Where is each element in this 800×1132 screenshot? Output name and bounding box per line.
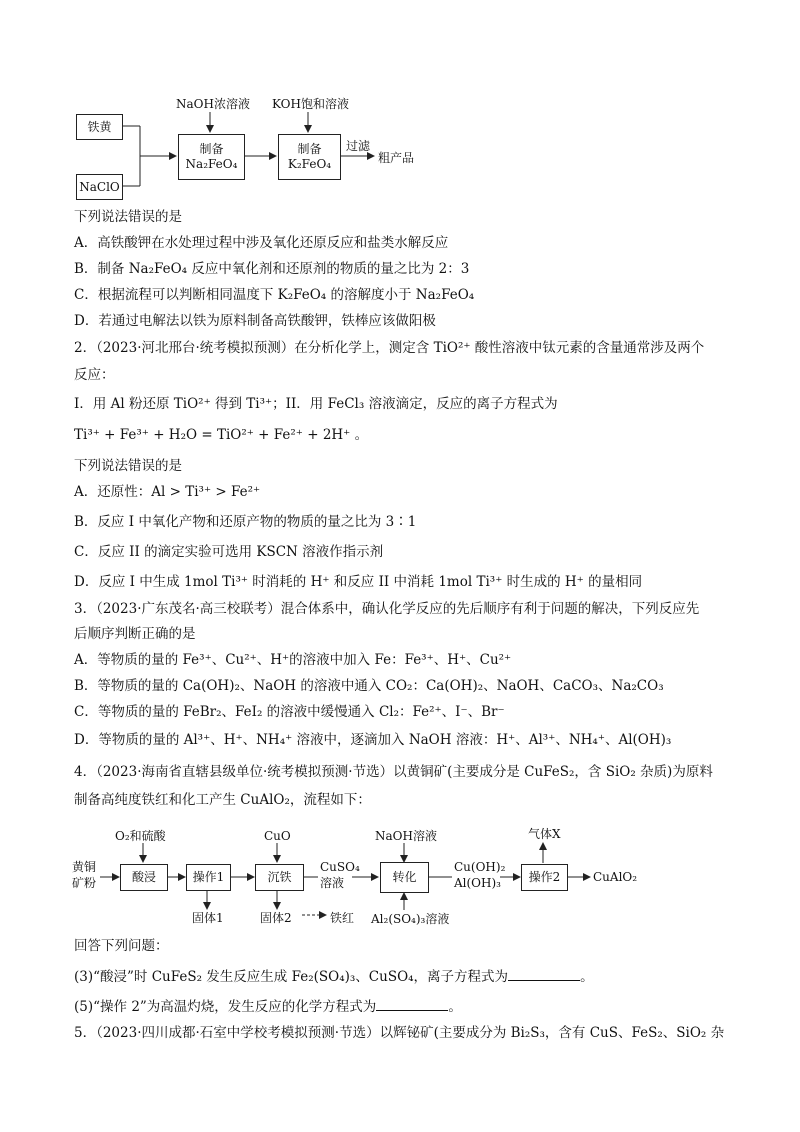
reagent-naoh: NaOH溶液 (375, 829, 437, 843)
iron-red-label: 铁红 (330, 911, 355, 925)
q2-option-c: C．反应 II 的滴定实验可选用 KSCN 溶液作指示剂 (74, 544, 384, 560)
q2-line1: 2．（2023·河北邢台·统考模拟预测）在分析化学上，测定含 TiO²⁺ 酸性溶液中钛元素的含量通常涉及两个 (74, 340, 705, 356)
q1-option-b: B．制备 Na₂FeO₄ 反应中氧化剂和还原剂的物质的量之比为 2：3 (74, 261, 470, 277)
q4-sub3-answer-blank[interactable] (508, 966, 580, 981)
q3-option-d: D．等物质的量的 Al³⁺、H⁺、NH₄⁺ 溶液中，逐滴加入 NaOH 溶液：H⁺、Al³⁺、NH₄⁺、Al(OH)₃ (74, 732, 672, 748)
cuso4-line2: 溶液 (320, 876, 345, 890)
q3-line2: 后顺序判断正确的是 (74, 626, 196, 642)
q4-sub5-answer-blank[interactable] (376, 996, 448, 1011)
start-material-line1: 黄铜 (72, 860, 97, 874)
box-naclo-label: NaClO (79, 179, 120, 194)
q4-sub5 (74, 996, 462, 1016)
reagent-naoh-label: NaOH浓溶液 (176, 97, 250, 111)
q4-prompt: 回答下列问题： (74, 938, 169, 954)
box-make-na2feo4-line1: 制备 (199, 142, 224, 156)
q1-option-c: C．根据流程可以判断相同温度下 K₂FeO₄ 的溶解度小于 Na₂FeO₄ (74, 287, 475, 303)
q1-option-a: A．高铁酸钾在水处理过程中涉及氧化还原反应和盐类水解反应 (74, 235, 449, 251)
q1-option-d: D．若通过电解法以铁为原料制备高铁酸钾，铁棒应该做阳极 (74, 313, 436, 329)
box-conversion (380, 862, 429, 893)
q2-stem: 下列说法错误的是 (74, 458, 182, 474)
q4-sub3-end: 。 (580, 969, 594, 985)
box-tiehuang-label: 铁黄 (87, 119, 112, 134)
box-iron-precipitation-label: 沉铁 (267, 870, 292, 884)
box-operation-1-label: 操作1 (192, 870, 225, 884)
q3-option-c: C．等物质的量的 FeBr₂、FeI₂ 的溶液中缓慢通入 Cl₂：Fe²⁺、I⁻、Br⁻ (74, 704, 505, 720)
reagent-al2so43: Al₂(SO₄)₃溶液 (371, 912, 450, 926)
box-operation-1 (186, 864, 231, 891)
q4-sub5-end: 。 (448, 999, 462, 1015)
final-product-label: CuAlO₂ (593, 870, 638, 884)
box-operation-2-label: 操作2 (528, 870, 561, 884)
box-operation-2 (521, 864, 568, 891)
q1-stem: 下列说法错误的是 (74, 209, 182, 225)
solid-2-label: 固体2 (260, 911, 292, 925)
q4-sub3-text: (3)“酸浸”时 CuFeS₂ 发生反应生成 Fe₂(SO₄)₃、CuSO₄，离子方程式为 (74, 969, 509, 985)
product-aloh3: Al(OH)₃ (454, 876, 501, 890)
box-make-k2feo4-line2: K₂FeO₄ (287, 157, 332, 171)
box-make-k2feo4-line1: 制备 (297, 142, 322, 156)
solid-1-label: 固体1 (192, 911, 224, 925)
box-make-na2feo4-line2: Na₂FeO₄ (185, 157, 238, 171)
crude-product-label: 粗产品 (378, 151, 415, 165)
box-conversion-label: 转化 (392, 870, 417, 884)
reagent-cuo: CuO (264, 829, 291, 843)
filter-label: 过滤 (346, 139, 371, 153)
q4-sub5-text: (5)“操作 2”为高温灼烧，发生反应的化学方程式为 (74, 999, 377, 1015)
q2-option-a: A．还原性：Al > Ti³⁺ > Fe²⁺ (74, 484, 261, 500)
q2-equation: Ti³⁺ + Fe³⁺ + H₂O = TiO²⁺ + Fe²⁺ + 2H⁺ 。 (74, 427, 369, 443)
box-acid-leach (120, 864, 168, 891)
q2-option-d: D．反应 I 中生成 1mol Ti³⁺ 时消耗的 H⁺ 和反应 II 中消耗 1mol Ti³⁺ 时生成的 H⁺ 的量相同 (74, 574, 643, 590)
q2-line2: 反应： (74, 367, 115, 383)
reagent-o2-h2so4: O₂和硫酸 (115, 829, 166, 843)
gas-x-label: 气体X (528, 827, 561, 841)
q4-line1: 4．（2023·海南省直辖县级单位·统考模拟预测·节选）以黄铜矿(主要成分是 CuFeS₂，含 SiO₂ 杂质)为原料 (74, 764, 713, 780)
box-iron-precipitation (255, 864, 304, 891)
cuso4-line1: CuSO₄ (320, 860, 360, 874)
box-acid-leach-label: 酸浸 (131, 870, 156, 884)
q2-option-b: B．反应 I 中氧化产物和还原产物的物质的量之比为 3∶1 (74, 514, 417, 530)
reagent-koh-label: KOH饱和溶液 (272, 97, 349, 111)
q4-line2: 制备高纯度铁红和化工产生 CuAlO₂，流程如下： (74, 792, 371, 808)
q4-sub3 (74, 966, 594, 986)
product-cuoh2: Cu(OH)₂ (454, 860, 506, 874)
q2-line3: I．用 Al 粉还原 TiO²⁺ 得到 Ti³⁺；II．用 FeCl₃ 溶液滴定，反应的离子方程式为 (74, 396, 558, 412)
q3-option-a: A．等物质的量的 Fe³⁺、Cu²⁺、H⁺的溶液中加入 Fe：Fe³⁺、H⁺、Cu²⁺ (74, 652, 512, 668)
q3-option-b: B．等物质的量的 Ca(OH)₂、NaOH 的溶液中通入 CO₂：Ca(OH)₂、NaOH、CaCO₃、Na₂CO₃ (74, 678, 664, 694)
q5-line1: 5．（2023·四川成都·石室中学校考模拟预测·节选）以辉铋矿(主要成分为 Bi₂S₃，含有 CuS、FeS₂、SiO₂ 杂 (74, 1025, 725, 1041)
q3-line1: 3．（2023·广东茂名·高三校联考）混合体系中，确认化学反应的先后顺序有利于问题的解决，下列反应先 (74, 601, 700, 617)
start-material-line2: 矿粉 (72, 876, 97, 890)
